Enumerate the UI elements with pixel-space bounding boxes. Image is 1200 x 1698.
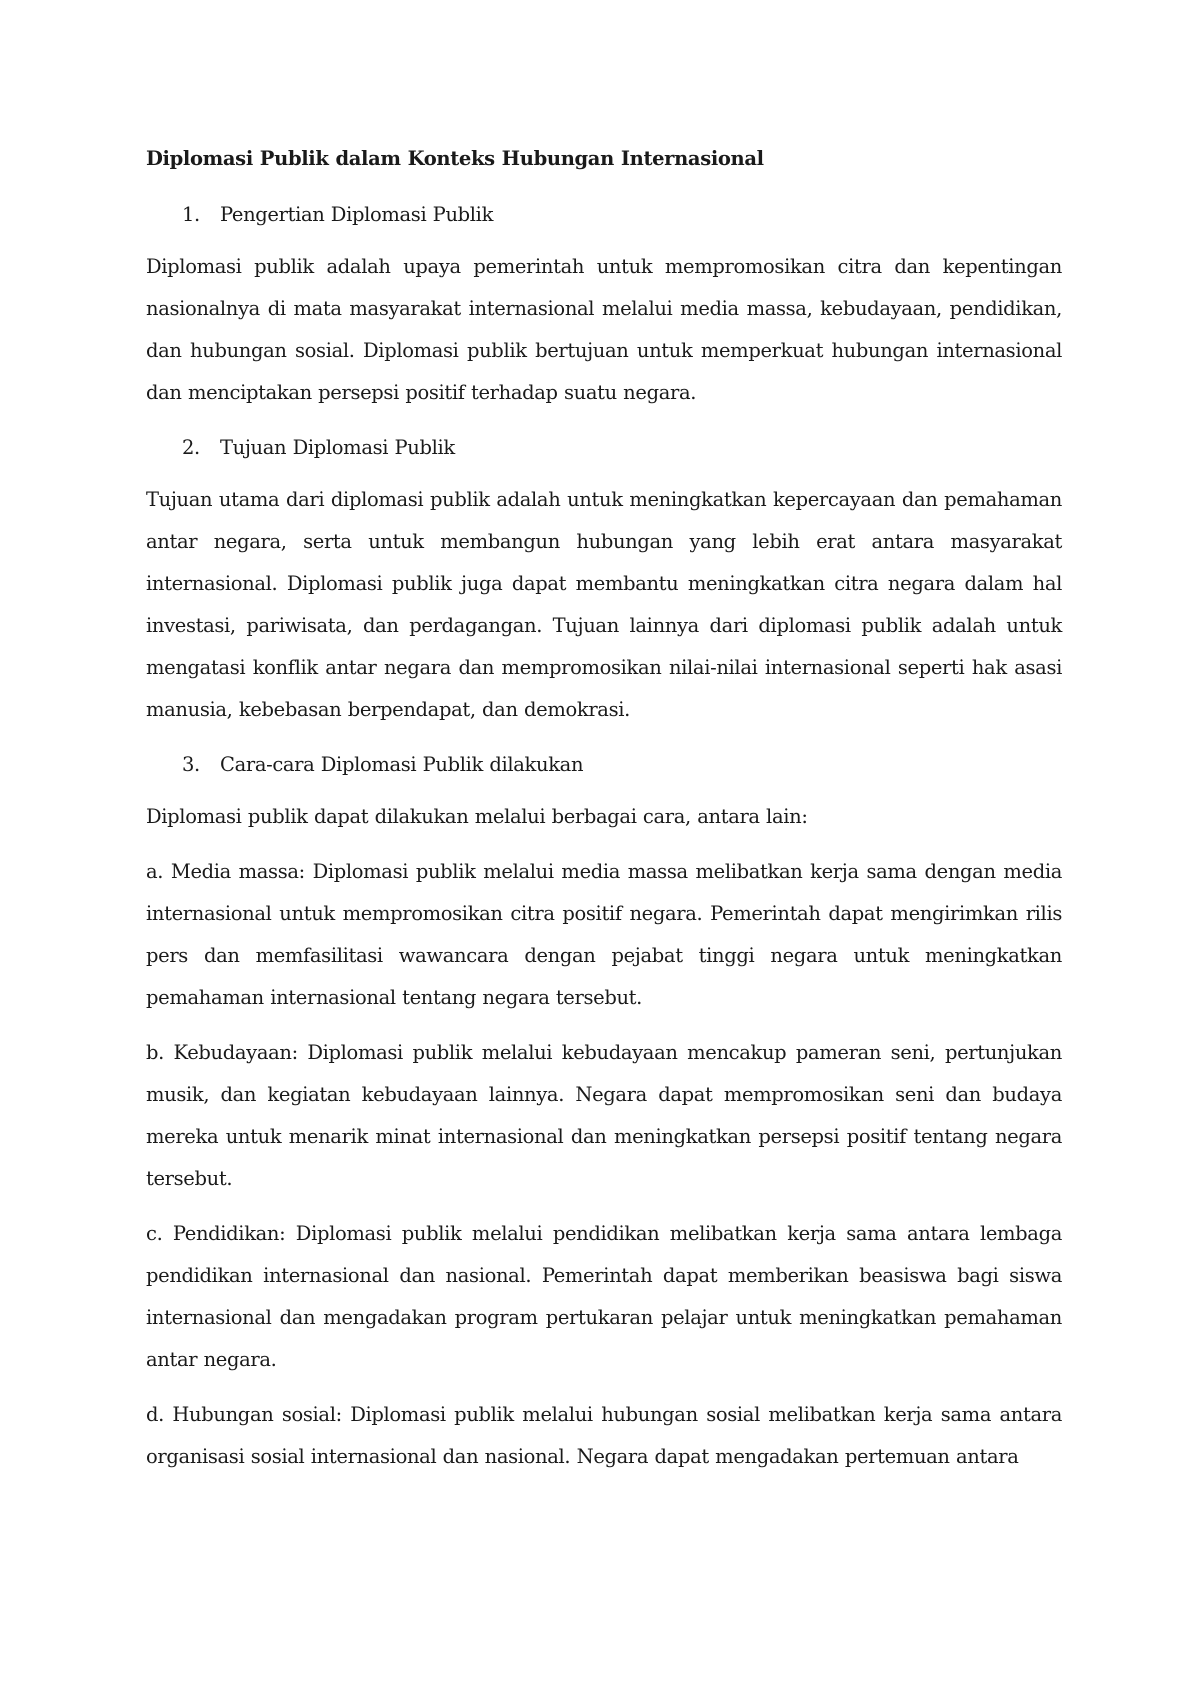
paragraph-social-relations: d. Hubungan sosial: Diplomasi publik melalui hubungan sosial melibatkan kerja sama antara organisasi sosial internasional dan nasional. Negara dapat mengadakan pertemuan antara	[146, 1403, 1062, 1468]
section-number: 2.	[182, 436, 200, 459]
paragraph-education: c. Pendidikan: Diplomasi publik melalui pendidikan melibatkan kerja sama antara lembaga pendidikan internasional dan nasional. Pemerintah dapat memberikan beasiswa bagi siswa internasional dan mengadakan program pertukaran pelajar untuk meningkatkan pemahaman antar negara.	[146, 1222, 1062, 1371]
section-heading-text: Pengertian Diplomasi Publik	[220, 203, 494, 226]
section-number: 3.	[182, 753, 200, 776]
section-number: 1.	[182, 203, 200, 226]
document-title: Diplomasi Publik dalam Konteks Hubungan Internasional	[146, 147, 764, 170]
paragraph-definition: Diplomasi publik adalah upaya pemerintah untuk mempromosikan citra dan kepentingan nasionalnya di mata masyarakat internasional melalui media massa, kebudayaan, pendidikan, dan hubungan sosial. Diplomasi publik bertujuan untuk memperkuat hubungan internasional dan menciptakan persepsi positif terhadap suatu negara.	[146, 255, 1062, 404]
section-heading-2	[146, 427, 1062, 469]
section-heading-text: Tujuan Diplomasi Publik	[220, 436, 455, 459]
document-body	[146, 138, 1062, 1491]
paragraph-mass-media: a. Media massa: Diplomasi publik melalui media massa melibatkan kerja sama dengan media internasional untuk mempromosikan citra positif negara. Pemerintah dapat mengirimkan rilis pers dan memfasilitasi wawancara dengan pejabat tinggi negara untuk meningkatkan pemahaman internasional tentang negara tersebut.	[146, 860, 1062, 1009]
paragraph-methods-intro: Diplomasi publik dapat dilakukan melalui berbagai cara, antara lain:	[146, 805, 808, 828]
section-heading-text: Cara-cara Diplomasi Publik dilakukan	[220, 753, 584, 776]
section-heading-1	[146, 194, 1062, 236]
paragraph-culture: b. Kebudayaan: Diplomasi publik melalui kebudayaan mencakup pameran seni, pertunjukan musik, dan kegiatan kebudayaan lainnya. Negara dapat mempromosikan seni dan budaya mereka untuk menarik minat internasional dan meningkatkan persepsi positif tentang negara tersebut.	[146, 1041, 1062, 1190]
section-heading-3	[146, 744, 1062, 786]
paragraph-goals: Tujuan utama dari diplomasi publik adalah untuk meningkatkan kepercayaan dan pemahaman antar negara, serta untuk membangun hubungan yang lebih erat antara masyarakat internasional. Diplomasi publik juga dapat membantu meningkatkan citra negara dalam hal investasi, pariwisata, dan perdagangan. Tujuan lainnya dari diplomasi publik adalah untuk mengatasi konflik antar negara dan mempromosikan nilai-nilai internasional seperti hak asasi manusia, kebebasan berpendapat, dan demokrasi.	[146, 488, 1062, 721]
